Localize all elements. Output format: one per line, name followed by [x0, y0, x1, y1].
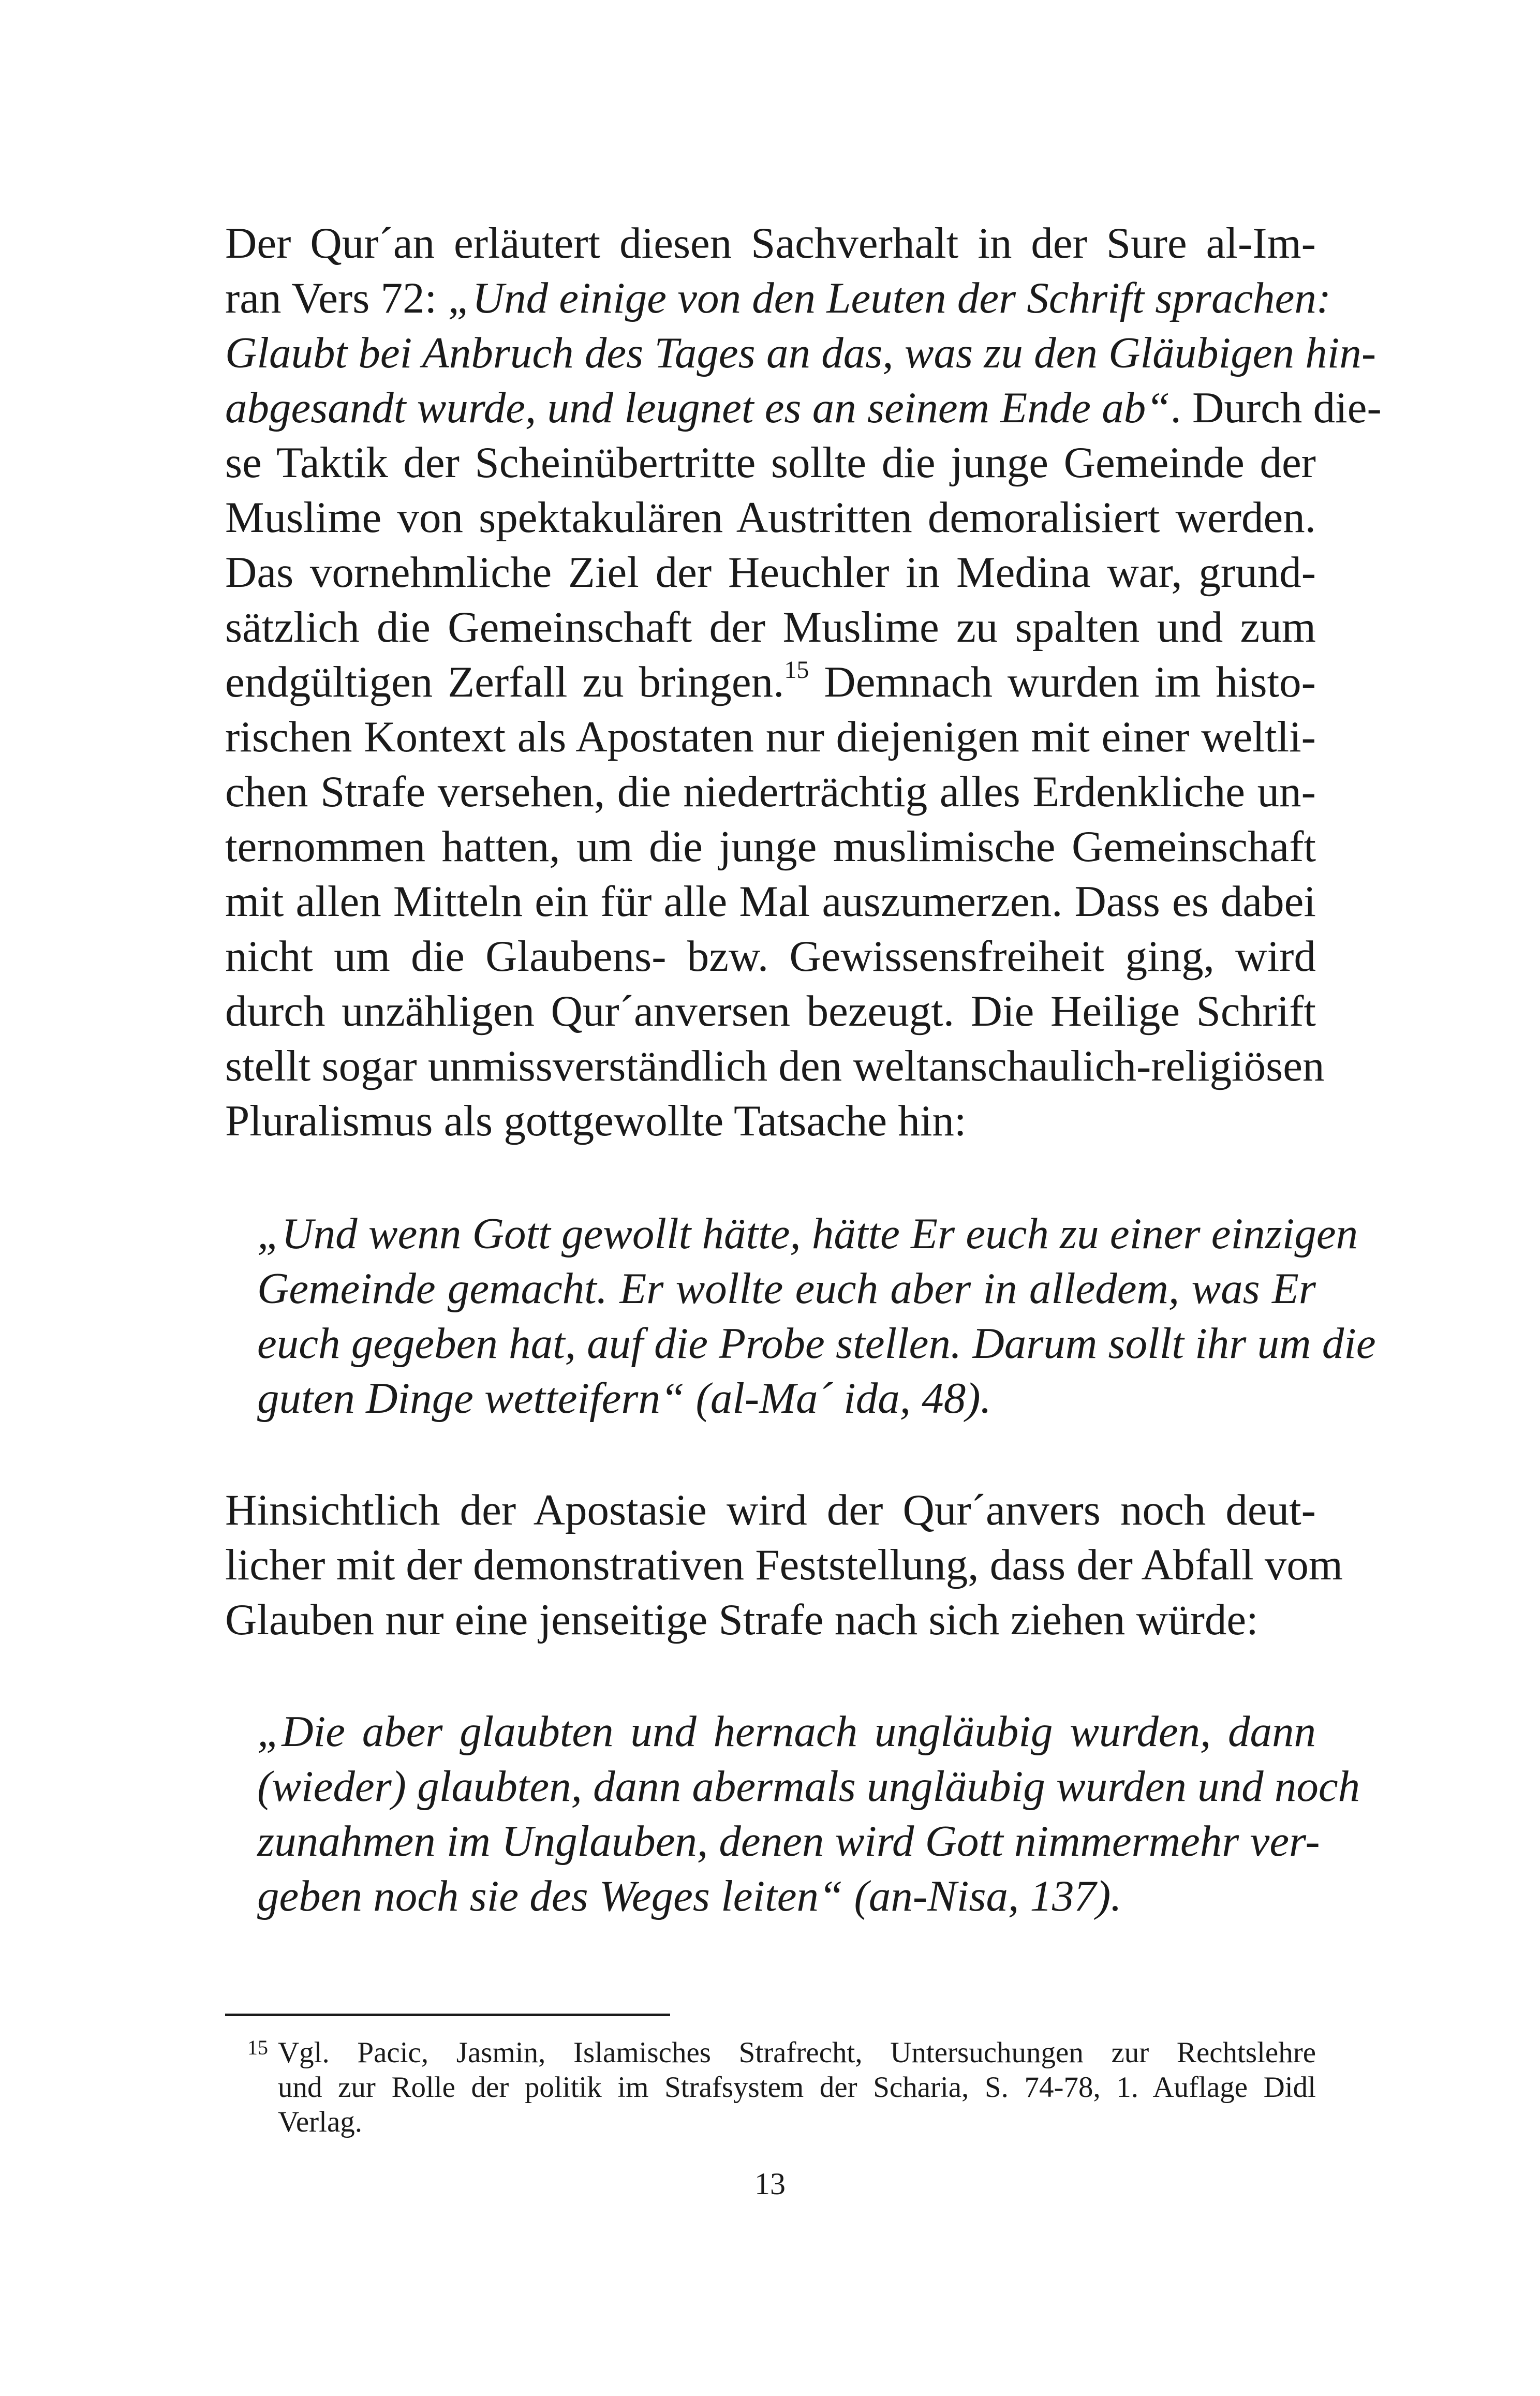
paragraph-1-line-9-text-cont: Demnach wurden im histo- [809, 658, 1316, 706]
paragraph-1-line-16: stellt sogar unmissverständlich den weltanschaulich-religiösen [225, 1042, 1325, 1090]
quote-2-line-4 [257, 1870, 1122, 1927]
paragraph-1-line-12: ternommen hatten, um die junge muslimische Gemeinschaft [225, 822, 1316, 871]
quote-2-line-3 [257, 1815, 1320, 1872]
paragraph-1-line-14: nicht um die Glaubens- bzw. Gewissensfreiheit ging, wird [225, 932, 1316, 981]
paragraph-1-line-2-text: ran Vers 72: [225, 274, 448, 322]
footnote-line-3: Verlag. [278, 2106, 363, 2138]
paragraph-1-line-9 [225, 656, 1316, 713]
paragraph-1-line-10: rischen Kontext als Apostaten nur diejenigen mit einer weltli- [225, 713, 1316, 761]
paragraph-1-line-17: Pluralismus als gottgewollte Tatsache hin: [225, 1097, 967, 1145]
quote-2-line-1 [257, 1706, 1316, 1763]
quote-1-text-4: guten Dinge wetteifern“ (al-Ma´ ida, 48). [257, 1374, 991, 1423]
paragraph-1-line-13: mit allen Mitteln ein für alle Mal auszumerzen. Dass es dabei [225, 877, 1316, 926]
footnote-line-1: Vgl. Pacic, Jasmin, Islamisches Strafrecht, Untersuchungen zur Rechtslehre [278, 2036, 1316, 2069]
quote-1-line-2 [257, 1263, 1316, 1320]
paragraph-1-line-4-text: . Durch die- [1170, 383, 1382, 432]
paragraph-2-line-1: Hinsichtlich der Apostasie wird der Qur´anvers noch deut- [225, 1486, 1316, 1534]
quote-1-text-3: euch gegeben hat, auf die Probe stellen. Darum sollt ihr um die [257, 1319, 1376, 1368]
paragraph-1-line-5: se Taktik der Scheinübertritte sollte die junge Gemeinde der [225, 438, 1316, 487]
footnote-separator [225, 2014, 670, 2016]
paragraph-1-line-6: Muslime von spektakulären Austritten demoralisiert werden. [225, 493, 1316, 542]
footnote-line-2: und zur Rolle der politik im Strafsystem der Scharia, S. 74-78, 1. Auflage Didl [278, 2071, 1316, 2104]
paragraph-2-line-2: licher mit der demonstrativen Feststellung, dass der Abfall vom [225, 1541, 1343, 1589]
footnote-number: 15 [247, 2036, 268, 2059]
paragraph-2-line-3: Glauben nur eine jenseitige Strafe nach sich ziehen würde: [225, 1595, 1258, 1644]
paragraph-1-line-11: chen Strafe versehen, die niederträchtig alles Erdenkliche un- [225, 767, 1316, 816]
page-number: 13 [754, 2167, 786, 2201]
quote-1-line-4 [257, 1372, 991, 1429]
footnote-reference-15[interactable]: 15 [784, 656, 809, 684]
quote-1-text-2: Gemeinde gemacht. Er wollte euch aber in alledem, was Er [257, 1264, 1316, 1313]
paragraph-1-line-4 [225, 382, 1382, 439]
paragraph-1-line-1: Der Qur´an erläutert diesen Sachverhalt in der Sure al-Im- [225, 219, 1316, 268]
quran-citation-al-imran-72-end: abgesandt wurde, und leugnet es an seinem Ende ab“ [225, 383, 1171, 432]
paragraph-1-line-8: sätzlich die Gemeinschaft der Muslime zu spalten und zum [225, 603, 1316, 652]
quote-2-text-3: zunahmen im Unglauben, denen wird Gott nimmermehr ver- [257, 1817, 1320, 1866]
paragraph-1-line-2 [225, 272, 1331, 329]
quran-citation-al-imran-72: „Und einige von den Leuten der Schrift sprachen: [448, 274, 1331, 322]
quote-1-line-1 [257, 1208, 1358, 1265]
quote-1-text-1: „Und wenn Gott gewollt hätte, hätte Er euch zu einer einzigen [257, 1209, 1358, 1258]
paragraph-1-line-15: durch unzähligen Qur´anversen bezeugt. Die Heilige Schrift [225, 987, 1316, 1036]
quote-2-text-2: (wieder) glaubten, dann abermals ungläubig wurden und noch [257, 1762, 1360, 1811]
paragraph-1-line-3 [225, 327, 1376, 384]
quran-citation-al-imran-72-cont: Glaubt bei Anbruch des Tages an das, was zu den Gläubigen hin- [225, 329, 1376, 377]
quote-2-text-1: „Die aber glaubten und hernach ungläubig wurden, dann [257, 1707, 1316, 1756]
quote-1-line-3 [257, 1318, 1376, 1374]
paragraph-1-line-7: Das vornehmliche Ziel der Heuchler in Medina war, grund- [225, 548, 1316, 597]
quote-2-line-2 [257, 1761, 1360, 1817]
paragraph-1-line-9-text: endgültigen Zerfall zu bringen. [225, 658, 784, 706]
quote-2-text-4: geben noch sie des Weges leiten“ (an-Nisa, 137). [257, 1872, 1122, 1920]
